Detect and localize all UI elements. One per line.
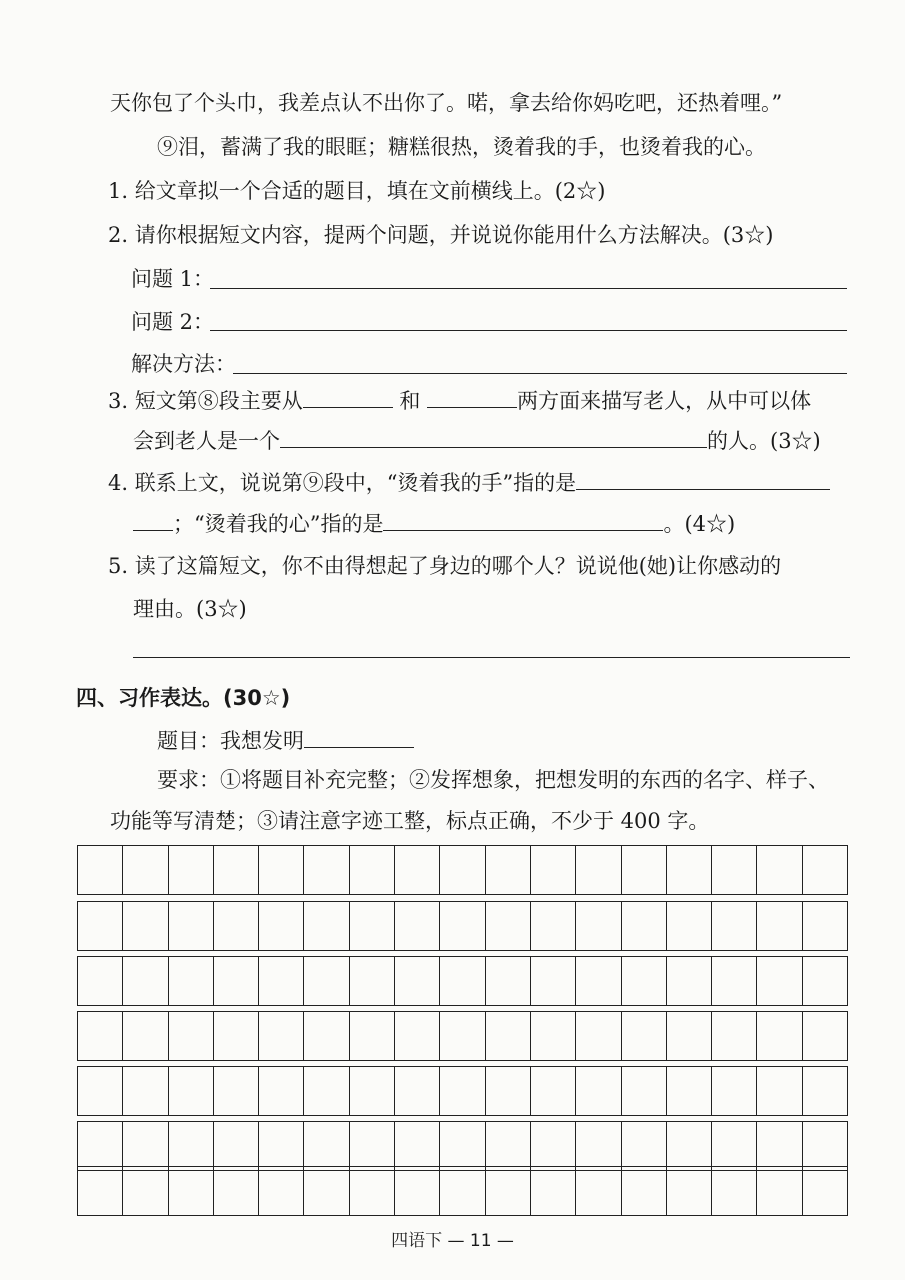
writing-cell[interactable] xyxy=(757,957,802,1005)
composition-requirements-line-1: 要求：①将题目补充完整；②发挥想象，把想发明的东西的名字、样子、 xyxy=(157,768,829,792)
question-2-method-answer-line[interactable] xyxy=(233,373,847,374)
question-2: 2. 请你根据短文内容，提两个问题，并说说你能用什么方法解决。(3☆) xyxy=(108,223,774,247)
writing-cell[interactable] xyxy=(78,1012,123,1060)
writing-cell[interactable] xyxy=(169,1167,214,1215)
writing-cell[interactable] xyxy=(395,1122,440,1170)
question-3-line-2 xyxy=(133,427,821,455)
writing-grid-row xyxy=(77,901,848,951)
writing-cell[interactable] xyxy=(440,1167,485,1215)
writing-cell[interactable] xyxy=(169,1067,214,1115)
question-3-blank-1[interactable] xyxy=(303,387,393,408)
writing-cell[interactable] xyxy=(757,1122,802,1170)
writing-cell[interactable] xyxy=(123,902,168,950)
writing-cell[interactable] xyxy=(304,1122,349,1170)
composition-title-blank[interactable] xyxy=(304,727,414,748)
writing-cell[interactable] xyxy=(123,846,168,894)
writing-cell[interactable] xyxy=(304,957,349,1005)
writing-cell[interactable] xyxy=(576,1012,621,1060)
question-5-line-2: 理由。(3☆) xyxy=(133,597,247,621)
writing-cell[interactable] xyxy=(486,1012,531,1060)
writing-cell[interactable] xyxy=(259,846,304,894)
question-3-blank-2[interactable] xyxy=(427,387,517,408)
writing-cell[interactable] xyxy=(259,1122,304,1170)
writing-cell[interactable] xyxy=(712,1067,757,1115)
question-3-text-c: 会到老人是一个 xyxy=(133,429,280,453)
writing-cell[interactable] xyxy=(123,957,168,1005)
writing-grid-row xyxy=(77,1166,848,1216)
question-2-problem-1-answer-line[interactable] xyxy=(210,288,847,289)
writing-grid-row xyxy=(77,845,848,895)
passage-paragraph-9: ⑨泪，蓄满了我的眼眶；糖糕很热，烫着我的手，也烫着我的心。 xyxy=(157,135,766,159)
writing-grid-row xyxy=(77,1066,848,1116)
writing-cell[interactable] xyxy=(531,846,576,894)
writing-cell[interactable] xyxy=(667,1122,712,1170)
writing-cell[interactable] xyxy=(803,1167,847,1215)
writing-cell[interactable] xyxy=(169,846,214,894)
writing-cell[interactable] xyxy=(259,1067,304,1115)
writing-cell[interactable] xyxy=(667,1167,712,1215)
composition-title-line xyxy=(157,727,414,755)
question-2-method-label: 解决方法： xyxy=(131,352,236,376)
writing-cell[interactable] xyxy=(757,1067,802,1115)
writing-cell[interactable] xyxy=(123,1167,168,1215)
writing-cell[interactable] xyxy=(304,1067,349,1115)
writing-cell[interactable] xyxy=(304,902,349,950)
writing-cell[interactable] xyxy=(622,957,667,1005)
writing-cell[interactable] xyxy=(214,1122,259,1170)
writing-cell[interactable] xyxy=(576,1067,621,1115)
question-4-line-2 xyxy=(133,510,735,538)
writing-cell[interactable] xyxy=(169,902,214,950)
writing-cell[interactable] xyxy=(576,1122,621,1170)
question-4-text-c: 。(4☆) xyxy=(663,512,736,536)
writing-cell[interactable] xyxy=(214,1167,259,1215)
writing-cell[interactable] xyxy=(350,846,395,894)
writing-cell[interactable] xyxy=(440,902,485,950)
writing-cell[interactable] xyxy=(803,846,847,894)
question-4-blank-1b[interactable] xyxy=(133,510,173,531)
question-5-answer-line[interactable] xyxy=(133,657,850,658)
writing-cell[interactable] xyxy=(259,1012,304,1060)
question-2-problem-1-label: 问题 1： xyxy=(131,267,215,291)
writing-cell[interactable] xyxy=(622,1167,667,1215)
question-4-text-a: 4. 联系上文，说说第⑨段中，“烫着我的手”指的是 xyxy=(108,471,577,495)
writing-cell[interactable] xyxy=(486,902,531,950)
page-footer: 四语下 — 11 — xyxy=(391,1231,514,1251)
writing-cell[interactable] xyxy=(622,846,667,894)
writing-cell[interactable] xyxy=(576,957,621,1005)
writing-cell[interactable] xyxy=(169,1012,214,1060)
writing-cell[interactable] xyxy=(803,1122,847,1170)
writing-cell[interactable] xyxy=(214,1067,259,1115)
writing-cell[interactable] xyxy=(350,1067,395,1115)
writing-cell[interactable] xyxy=(350,1167,395,1215)
question-3-blank-3[interactable] xyxy=(280,427,707,448)
writing-grid-row xyxy=(77,956,848,1006)
writing-cell[interactable] xyxy=(78,1122,123,1170)
writing-cell[interactable] xyxy=(576,902,621,950)
writing-cell[interactable] xyxy=(712,1122,757,1170)
writing-cell[interactable] xyxy=(622,902,667,950)
writing-cell[interactable] xyxy=(486,1067,531,1115)
section-4-heading: 四、习作表达。(30☆) xyxy=(76,686,291,710)
writing-cell[interactable] xyxy=(667,1012,712,1060)
writing-cell[interactable] xyxy=(757,1012,802,1060)
writing-cell[interactable] xyxy=(712,1012,757,1060)
writing-cell[interactable] xyxy=(123,1122,168,1170)
writing-cell[interactable] xyxy=(440,957,485,1005)
writing-cell[interactable] xyxy=(667,846,712,894)
writing-cell[interactable] xyxy=(576,846,621,894)
writing-cell[interactable] xyxy=(78,957,123,1005)
writing-cell[interactable] xyxy=(78,1167,123,1215)
writing-cell[interactable] xyxy=(395,846,440,894)
composition-requirements-line-2: 功能等写清楚；③请注意字迹工整，标点正确，不少于 400 字。 xyxy=(110,809,710,833)
question-3-text-d: 的人。(3☆) xyxy=(707,429,821,453)
writing-cell[interactable] xyxy=(712,902,757,950)
writing-cell[interactable] xyxy=(531,1167,576,1215)
writing-cell[interactable] xyxy=(259,1167,304,1215)
writing-grid-row xyxy=(77,1011,848,1061)
writing-cell[interactable] xyxy=(78,846,123,894)
writing-cell[interactable] xyxy=(440,846,485,894)
question-1: 1. 给文章拟一个合适的题目，填在文前横线上。(2☆) xyxy=(108,179,606,203)
writing-cell[interactable] xyxy=(712,846,757,894)
question-4-line-1 xyxy=(108,469,830,497)
writing-cell[interactable] xyxy=(395,957,440,1005)
question-4-blank-1a[interactable] xyxy=(576,469,830,490)
writing-cell[interactable] xyxy=(803,902,847,950)
writing-cell[interactable] xyxy=(803,957,847,1005)
writing-cell[interactable] xyxy=(803,1012,847,1060)
writing-cell[interactable] xyxy=(622,1067,667,1115)
question-3-text-a: 3. 短文第⑧段主要从 xyxy=(108,389,303,413)
writing-cell[interactable] xyxy=(803,1067,847,1115)
writing-cell[interactable] xyxy=(78,902,123,950)
writing-cell[interactable] xyxy=(259,902,304,950)
writing-cell[interactable] xyxy=(712,957,757,1005)
writing-cell[interactable] xyxy=(304,846,349,894)
writing-cell[interactable] xyxy=(395,1012,440,1060)
writing-cell[interactable] xyxy=(622,1012,667,1060)
writing-cell[interactable] xyxy=(259,957,304,1005)
question-4-text-b: ；“烫着我的心”指的是 xyxy=(173,512,384,536)
writing-cell[interactable] xyxy=(712,1167,757,1215)
writing-cell[interactable] xyxy=(350,1012,395,1060)
writing-cell[interactable] xyxy=(304,1167,349,1215)
writing-cell[interactable] xyxy=(531,957,576,1005)
question-4-blank-2[interactable] xyxy=(383,510,663,531)
question-2-problem-2-label: 问题 2： xyxy=(131,310,215,334)
writing-cell[interactable] xyxy=(757,902,802,950)
writing-cell[interactable] xyxy=(440,1012,485,1060)
question-5-line-1: 5. 读了这篇短文，你不由得想起了身边的哪个人？说说他(她)让你感动的 xyxy=(108,554,782,578)
writing-cell[interactable] xyxy=(395,902,440,950)
writing-cell[interactable] xyxy=(440,1067,485,1115)
writing-cell[interactable] xyxy=(214,902,259,950)
writing-cell[interactable] xyxy=(486,957,531,1005)
question-3-and: 和 xyxy=(399,389,421,413)
question-3-line-1 xyxy=(108,387,811,415)
writing-cell[interactable] xyxy=(486,846,531,894)
writing-cell[interactable] xyxy=(304,1012,349,1060)
writing-cell[interactable] xyxy=(667,1067,712,1115)
question-3-text-b: 两方面来描写老人，从中可以体 xyxy=(517,389,812,413)
writing-cell[interactable] xyxy=(123,1012,168,1060)
writing-cell[interactable] xyxy=(576,1167,621,1215)
writing-cell[interactable] xyxy=(169,1122,214,1170)
writing-cell[interactable] xyxy=(757,1167,802,1215)
writing-cell[interactable] xyxy=(757,846,802,894)
writing-cell[interactable] xyxy=(667,902,712,950)
writing-cell[interactable] xyxy=(78,1067,123,1115)
writing-cell[interactable] xyxy=(531,1012,576,1060)
writing-cell[interactable] xyxy=(531,902,576,950)
writing-cell[interactable] xyxy=(350,957,395,1005)
writing-cell[interactable] xyxy=(214,846,259,894)
writing-grid-row xyxy=(77,1121,848,1171)
writing-cell[interactable] xyxy=(440,1122,485,1170)
writing-cell[interactable] xyxy=(214,957,259,1005)
writing-cell[interactable] xyxy=(531,1067,576,1115)
question-2-problem-2-answer-line[interactable] xyxy=(210,330,847,331)
writing-cell[interactable] xyxy=(350,902,395,950)
writing-cell[interactable] xyxy=(486,1122,531,1170)
writing-cell[interactable] xyxy=(395,1067,440,1115)
writing-cell[interactable] xyxy=(123,1067,168,1115)
writing-cell[interactable] xyxy=(214,1012,259,1060)
writing-cell[interactable] xyxy=(667,957,712,1005)
passage-line: 天你包了个头巾，我差点认不出你了。喏，拿去给你妈吃吧，还热着哩。” xyxy=(110,91,783,115)
writing-cell[interactable] xyxy=(622,1122,667,1170)
writing-cell[interactable] xyxy=(531,1122,576,1170)
writing-cell[interactable] xyxy=(395,1167,440,1215)
writing-cell[interactable] xyxy=(486,1167,531,1215)
writing-cell[interactable] xyxy=(169,957,214,1005)
composition-title-label: 题目：我想发明 xyxy=(157,729,304,753)
writing-cell[interactable] xyxy=(350,1122,395,1170)
